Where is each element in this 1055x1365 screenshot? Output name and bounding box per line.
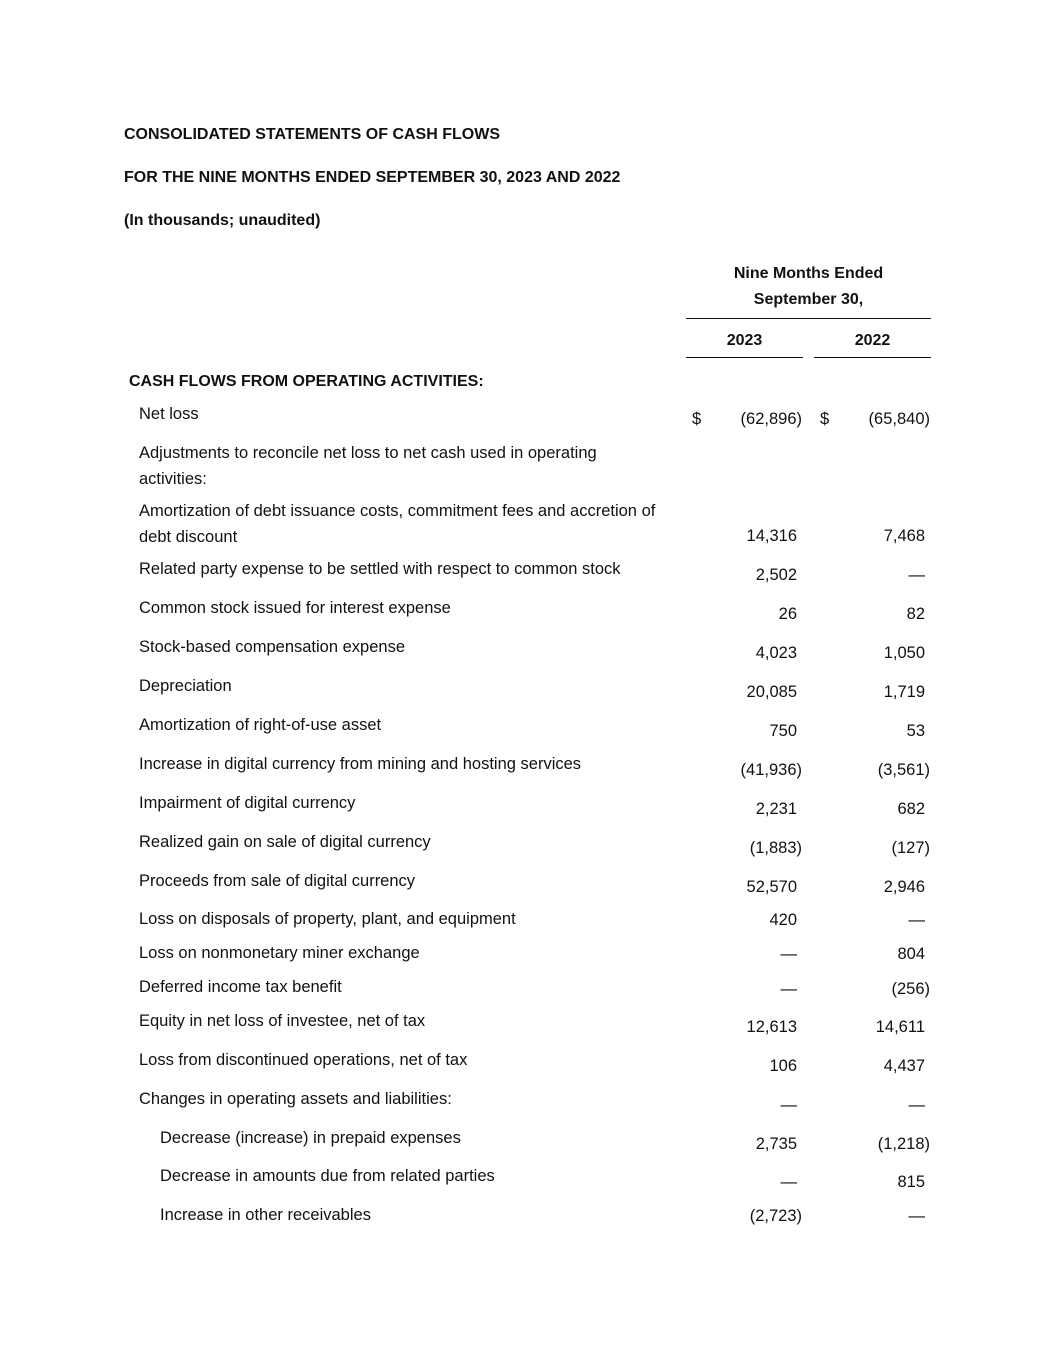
currency-symbol: $ (820, 410, 830, 428)
statement-units: (In thousands; unaudited) (124, 212, 321, 229)
column-group-header-date: September 30, (753, 291, 864, 308)
value-2022: 14,611 (875, 1018, 925, 1036)
statement-title: CONSOLIDATED STATEMENTS OF CASH FLOWS (124, 126, 500, 143)
value-2022: — (908, 911, 925, 929)
value-2022: 2,946 (883, 878, 925, 896)
value-2023: 14,316 (746, 527, 797, 545)
column-header-2023: 2023 (726, 332, 763, 349)
value-2023: 420 (769, 911, 797, 929)
value-2022: 804 (897, 945, 925, 963)
row-label: Proceeds from sale of digital currency (139, 872, 416, 890)
row-label: Stock-based compensation expense (139, 638, 405, 656)
value-2023: — (780, 1173, 797, 1191)
row-label: Depreciation (139, 677, 232, 695)
value-2023: 106 (769, 1057, 797, 1075)
value-2022: 815 (897, 1173, 925, 1191)
statement-period: FOR THE NINE MONTHS ENDED SEPTEMBER 30, 2023 AND 2022 (124, 169, 621, 186)
row-label: Impairment of digital currency (139, 794, 356, 812)
value-2022: 4,437 (883, 1057, 925, 1075)
value-2023: 52,570 (746, 878, 797, 896)
row-label: Loss on nonmonetary miner exchange (139, 944, 420, 962)
value-2023: 2,502 (755, 566, 797, 584)
value-2022: 1,719 (883, 683, 925, 701)
value-2023: 2,231 (755, 800, 797, 818)
value-2023: — (780, 1096, 797, 1114)
row-label: Increase in other receivables (160, 1206, 371, 1224)
row-label: Equity in net loss of investee, net of tax (139, 1012, 426, 1030)
value-2022: (256) (891, 980, 930, 998)
value-2023: — (780, 945, 797, 963)
row-label: Deferred income tax benefit (139, 978, 342, 996)
value-2023: — (780, 980, 797, 998)
value-2022: 7,468 (883, 527, 925, 545)
column-rule-2023 (686, 357, 803, 358)
value-2022: 82 (906, 605, 925, 623)
row-label: Amortization of right-of-use asset (139, 716, 382, 734)
value-2022: (127) (891, 839, 930, 857)
header-rule (686, 318, 931, 319)
row-label: Common stock issued for interest expense (139, 599, 451, 617)
value-2023: (62,896) (740, 410, 802, 428)
row-label: Adjustments to reconcile net loss to net cash used in operating activities: (139, 444, 597, 488)
column-header-2022: 2022 (854, 332, 891, 349)
value-2023: 2,735 (755, 1135, 797, 1153)
row-label: Loss from discontinued operations, net of tax (139, 1051, 468, 1069)
value-2023: (1,883) (749, 839, 802, 857)
value-2023: 12,613 (746, 1018, 797, 1036)
value-2023: 750 (769, 722, 797, 740)
section-heading-operating: CASH FLOWS FROM OPERATING ACTIVITIES: (129, 373, 484, 390)
value-2022: 1,050 (883, 644, 925, 662)
value-2023: 20,085 (746, 683, 797, 701)
currency-symbol: $ (692, 410, 702, 428)
column-group-header: Nine Months Ended (733, 265, 884, 282)
column-rule-2022 (814, 357, 931, 358)
row-label: Loss on disposals of property, plant, and equipment (139, 910, 516, 928)
value-2023: (41,936) (740, 761, 802, 779)
value-2022: (65,840) (868, 410, 930, 428)
row-label: Decrease in amounts due from related parties (160, 1167, 495, 1185)
row-label: Realized gain on sale of digital currency (139, 833, 431, 851)
value-2022: (1,218) (877, 1135, 930, 1153)
value-2022: — (908, 566, 925, 584)
value-2022: — (908, 1207, 925, 1225)
row-label: Related party expense to be settled with respect to common stock (139, 560, 621, 578)
value-2023: 4,023 (755, 644, 797, 662)
row-label: Increase in digital currency from mining and hosting services (139, 755, 582, 773)
value-2022: (3,561) (877, 761, 930, 779)
value-2023: (2,723) (749, 1207, 802, 1225)
row-label: Amortization of debt issuance costs, commitment fees and accretion of debt discount (139, 502, 656, 546)
value-2022: 53 (906, 722, 925, 740)
row-label: Net loss (139, 405, 199, 423)
row-label: Changes in operating assets and liabilities: (139, 1090, 452, 1108)
value-2023: 26 (778, 605, 797, 623)
row-label: Decrease (increase) in prepaid expenses (160, 1129, 461, 1147)
value-2022: — (908, 1096, 925, 1114)
value-2022: 682 (897, 800, 925, 818)
